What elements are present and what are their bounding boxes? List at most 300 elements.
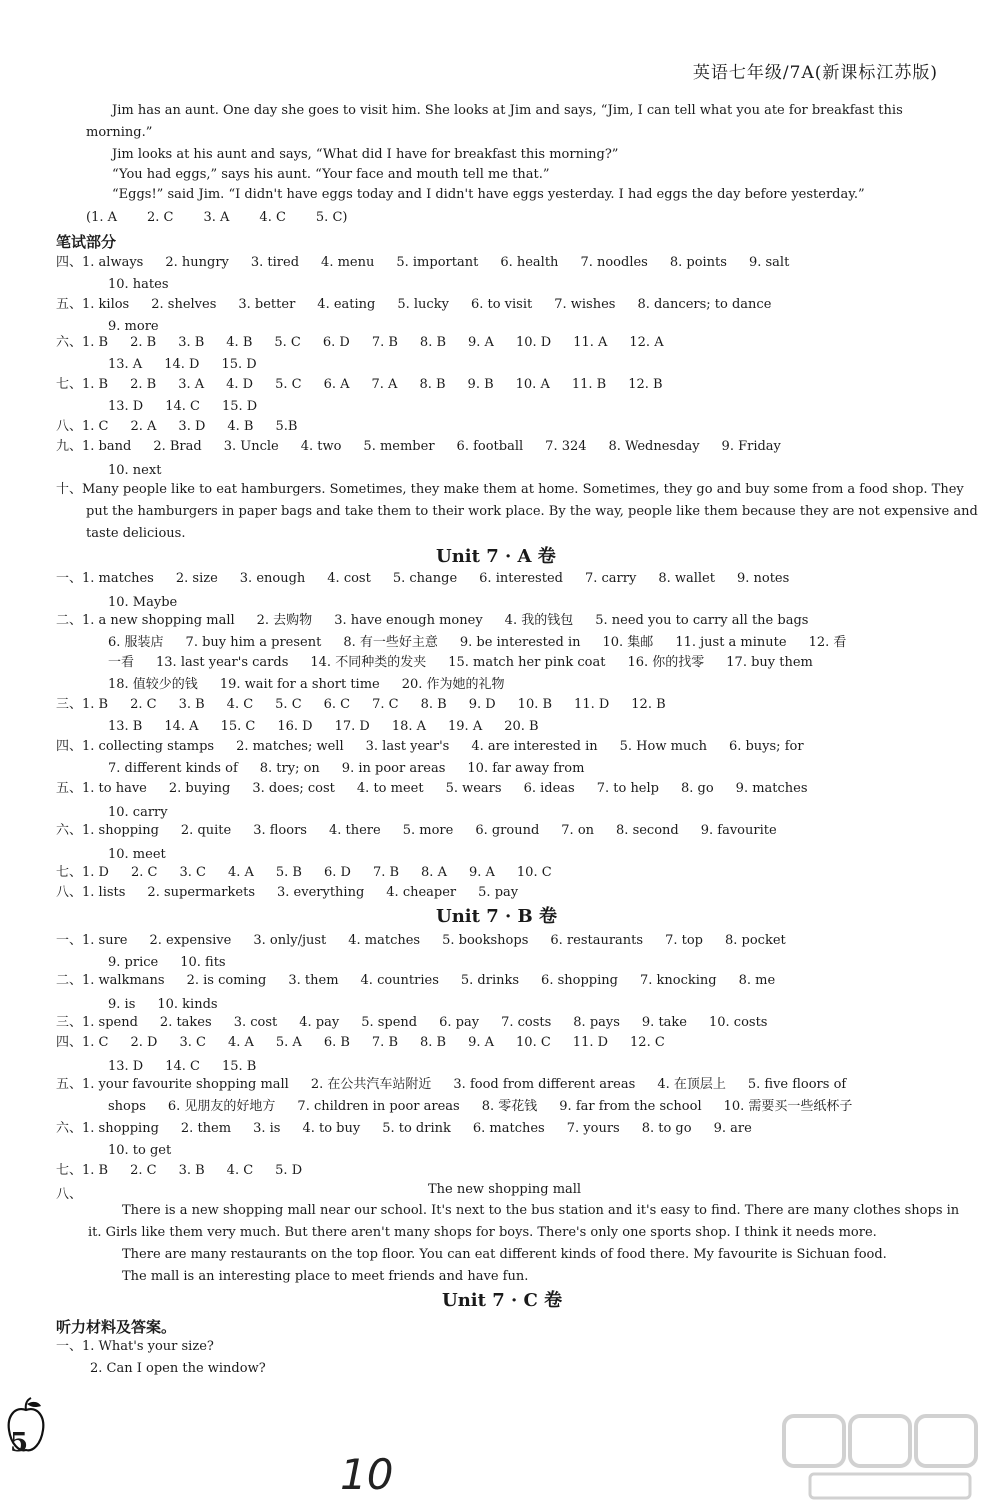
story-line: Jim looks at his aunt and says, “What did I have for breakfast this morning?” [112, 147, 619, 162]
answer-item: 20. 作为她的礼物 [401, 677, 505, 692]
answer-row [56, 864, 574, 881]
answer-item: 8. points [669, 255, 727, 270]
answer-item: 4. pay [299, 1015, 340, 1030]
answer-item: 10. to get [108, 1143, 172, 1158]
answer-item: 一看 [108, 655, 135, 670]
answer-item: 5. C [274, 335, 301, 350]
answer-item: 1. shopping [82, 1121, 159, 1136]
answer-item: 11. just a minute [675, 635, 787, 650]
answer-item: 1. collecting stamps [82, 739, 215, 754]
story-line: “You had eggs,” says his aunt. “Your face and mouth tell me that.” [112, 167, 550, 182]
page-number: 5 [10, 1428, 29, 1458]
answer-row [82, 804, 190, 821]
answer-row [56, 1076, 868, 1093]
answer-row [56, 1034, 687, 1051]
answer-item: 19. wait for a short time [219, 677, 380, 692]
answer-item: 9. in poor areas [341, 761, 446, 776]
unit-title: Unit 7 · B 卷 [436, 906, 558, 927]
answer-item: 8. B [420, 697, 447, 712]
answer-row [56, 738, 826, 755]
answer-item: 6. football [456, 439, 524, 454]
answer-item: 3. tired [250, 255, 300, 270]
answer-item: 8. A [421, 865, 447, 880]
story-line: “Eggs!” said Jim. “I didn't have eggs today and I didn't have eggs yesterday. I had eggs the day before yesterday.” [112, 187, 865, 202]
answer-item: 2. A [130, 419, 157, 434]
essay-line: The mall is an interesting place to meet friends and have fun. [122, 1269, 529, 1284]
answer-item: 7. costs [501, 1015, 552, 1030]
answer-item: 6. B [323, 1035, 350, 1050]
story-line: morning.” [86, 125, 153, 140]
answer-item: 7. different kinds of [108, 761, 238, 776]
answer-item: 5. B [275, 865, 302, 880]
answer-item: 2. expensive [149, 933, 232, 948]
answer-item: 3. does; cost [252, 781, 335, 796]
answer-item: 8. pocket [725, 933, 786, 948]
answer-item: 6. shopping [541, 973, 618, 988]
answer-item: 2. takes [159, 1015, 212, 1030]
section-number: 六、 [56, 823, 83, 838]
answer-item: 1. C [82, 1035, 109, 1050]
answer-item: 7. B [371, 335, 398, 350]
answer-item: 4. to buy [302, 1121, 361, 1136]
answer-item: 4. B [226, 335, 253, 350]
answer-item: 15. B [222, 1059, 257, 1074]
watermark-logo-icon [780, 1412, 980, 1502]
answer-item: (1. A [86, 210, 117, 225]
answer-item: 3. C [179, 1035, 206, 1050]
answer-item: 1. walkmans [82, 973, 165, 988]
section-number: 四、 [56, 739, 83, 754]
answer-item: 5. change [392, 571, 458, 586]
answer-item: 9. D [468, 697, 496, 712]
answer-item: 15. D [221, 357, 257, 372]
answer-item: 8. B [419, 335, 447, 350]
answer-item: 1. kilos [82, 297, 130, 312]
answer-item: 14. C [165, 399, 200, 414]
answer-item: 3. A [203, 210, 230, 225]
answer-item: 2. 在公共汽车站附近 [310, 1077, 432, 1092]
answer-item: 6. to visit [470, 297, 533, 312]
paragraph-line: put the hamburgers in paper bags and take them to their work place. By the way, people like them because they are not expensive and [86, 504, 978, 519]
answer-item: 3. B [178, 1163, 205, 1178]
answer-item: 13. D [108, 399, 144, 414]
answer-item: 8. wallet [658, 571, 715, 586]
answer-item: 17. buy them [726, 655, 813, 670]
answer-item: 5. bookshops [442, 933, 529, 948]
answer-item: 11. B [571, 377, 607, 392]
answer-item: 4. B [227, 419, 254, 434]
answer-item: 13. last year's cards [156, 655, 289, 670]
answer-item: 7. to help [596, 781, 659, 796]
answer-item: 2. Brad [153, 439, 202, 454]
answer-item: 8. 零花钱 [481, 1099, 538, 1114]
unit-title: Unit 7 · A 卷 [436, 546, 556, 567]
answer-item: 7. children in poor areas [297, 1099, 460, 1114]
answer-item: 9. B [467, 377, 494, 392]
answer-item: 1. B [82, 1163, 109, 1178]
answer-row [56, 438, 803, 455]
answer-item: 10. B [517, 697, 553, 712]
answer-item: 8. Wednesday [608, 439, 700, 454]
answer-item: 7. B [372, 865, 400, 880]
answer-item: 3. better [238, 297, 296, 312]
answer-item: 2. size [175, 571, 218, 586]
answer-item: 2. B [130, 335, 157, 350]
answer-item: 5. A [275, 1035, 302, 1050]
answer-row [82, 954, 248, 971]
answer-item: 8. me [738, 973, 776, 988]
section-number: 二、 [56, 973, 83, 988]
section-number: 五、 [56, 781, 83, 796]
answer-item: 5. pay [478, 885, 519, 900]
answer-row [82, 846, 188, 863]
answer-item: 7. B [371, 1035, 398, 1050]
answer-item: 2. is coming [186, 973, 267, 988]
answer-item: 16. D [277, 719, 313, 734]
section-number: 八、 [56, 885, 83, 900]
answer-item: 4. C [226, 1163, 254, 1178]
answer-item: 1. D [82, 865, 109, 880]
section-number: 七、 [56, 1163, 83, 1178]
answer-item: 7. 324 [545, 439, 587, 454]
answer-item: 1. sure [82, 933, 128, 948]
paragraph-line: 十、Many people like to eat hamburgers. Sometimes, they make them at home. Sometimes, they go and buy some from a food shop. They [56, 482, 964, 497]
section-title: 笔试部分 [56, 233, 117, 251]
story-answers [86, 209, 377, 226]
answer-item: 4. there [328, 823, 381, 838]
answer-item: 13. A [108, 357, 143, 372]
answer-item: 8. pays [573, 1015, 620, 1030]
section-number: 二、 [56, 613, 83, 628]
answer-item: 3. everything [277, 885, 365, 900]
answer-item: 5. drinks [460, 973, 520, 988]
answer-row [56, 884, 540, 901]
answer-row [56, 780, 830, 797]
answer-item: 16. 你的找零 [627, 655, 705, 670]
essay-title: The new shopping mall [428, 1182, 582, 1197]
answer-item: 8. try; on [259, 761, 320, 776]
answer-item: 9. far from the school [559, 1099, 702, 1114]
answer-item: 5. spend [361, 1015, 418, 1030]
section-number: 七、 [56, 377, 83, 392]
answer-item: 2. D [130, 1035, 158, 1050]
answer-row [82, 398, 279, 415]
section-number: 五、 [56, 1077, 83, 1092]
answer-item: 2. B [130, 377, 157, 392]
answer-item: 6. C [323, 697, 351, 712]
paragraph-line: taste delicious. [86, 526, 186, 541]
answer-item: 18. A [391, 719, 427, 734]
answer-row [82, 318, 181, 335]
answer-item: 9. more [108, 319, 159, 334]
answer-item: 2. them [180, 1121, 232, 1136]
answer-item: 3. have enough money [334, 613, 483, 628]
answer-item: 7. yours [566, 1121, 620, 1136]
answer-item: 6. pay [439, 1015, 480, 1030]
answer-row [56, 972, 797, 989]
answer-item: 3. D [178, 419, 206, 434]
answer-row [56, 822, 799, 839]
answer-item: 10. costs [709, 1015, 768, 1030]
answer-item: 1. to have [82, 781, 147, 796]
answer-item: 1. B [82, 377, 109, 392]
answer-item: 9. favourite [700, 823, 777, 838]
answer-item: 5. important [396, 255, 479, 270]
answer-item: 3. food from different areas [453, 1077, 636, 1092]
section-number: 八、 [56, 419, 83, 434]
answer-item: 15. D [222, 399, 258, 414]
answer-row [56, 418, 319, 435]
answer-item: 9. A [468, 865, 495, 880]
answer-item: 8. to go [641, 1121, 692, 1136]
answer-item: 8. dancers; to dance [637, 297, 772, 312]
answer-item: 6. restaurants [550, 933, 644, 948]
answer-item: 2. quite [180, 823, 232, 838]
answer-row [82, 276, 191, 293]
answer-item: 5. lucky [397, 297, 449, 312]
answer-item: 1. always [82, 255, 144, 270]
answer-item: 5. need you to carry all the bags [595, 613, 809, 628]
answer-item: 6. buys; for [728, 739, 804, 754]
answer-item: 6. ground [475, 823, 540, 838]
answer-item: 3. B [178, 335, 205, 350]
answer-item: 1. B [82, 335, 109, 350]
answer-item: 4. countries [360, 973, 439, 988]
section-number: 六、 [56, 1121, 83, 1136]
answer-item: 1. shopping [82, 823, 159, 838]
answer-item: 7. C [372, 697, 399, 712]
section-number: 七、 [56, 865, 83, 880]
answer-item: 9. take [641, 1015, 687, 1030]
answer-item: 14. A [164, 719, 199, 734]
essay-line: it. Girls like them very much. But there aren't many shops for boys. There's only one sports shop. I think it needs more. [88, 1225, 877, 1240]
answer-item: 9. be interested in [459, 635, 581, 650]
answer-item: 12. A [629, 335, 664, 350]
answer-item: 4. eating [317, 297, 376, 312]
answer-item: 9. notes [736, 571, 790, 586]
answer-item: 6. A [323, 377, 350, 392]
answer-item: 10. C [516, 1035, 551, 1050]
answer-item: 9. A [468, 335, 494, 350]
answer-item: 20. B [504, 719, 539, 734]
answer-row [56, 570, 811, 587]
answer-item: 8. 有一些好主意 [343, 635, 438, 650]
handwritten-number: 10 [340, 1450, 394, 1499]
answer-item: 3. last year's [365, 739, 450, 754]
essay-line: There are many restaurants on the top floor. You can eat different kinds of food there. My favourite is Sichuan food. [122, 1247, 887, 1262]
answer-item: 10. meet [108, 847, 166, 862]
answer-row [56, 376, 685, 393]
answer-item: 13. D [108, 1059, 144, 1074]
answer-item: 6. ideas [523, 781, 575, 796]
answer-item: 4. A [227, 865, 254, 880]
answer-item: 4. C [259, 210, 286, 225]
answer-row [56, 932, 808, 949]
unit-title: Unit 7 · C 卷 [442, 1290, 563, 1311]
answer-item: 9. salt [748, 255, 790, 270]
answer-item: 1. band [82, 439, 132, 454]
answer-item: 5. more [402, 823, 454, 838]
answer-item: 4. are interested in [471, 739, 598, 754]
answer-item: 5. member [363, 439, 435, 454]
answer-item: 14. D [164, 357, 200, 372]
answer-item: 7. noodles [580, 255, 648, 270]
answer-row [56, 254, 811, 271]
answer-item: 5.B [275, 419, 298, 434]
answer-item: 11. D [572, 1035, 609, 1050]
answer-row [82, 676, 527, 693]
answer-item: 9. price [108, 955, 159, 970]
answer-row [82, 356, 279, 373]
answer-item: 7. top [665, 933, 703, 948]
answer-row [56, 334, 686, 351]
answer-item: 2. supermarkets [147, 885, 255, 900]
answer-item: 2. C [147, 210, 174, 225]
answer-item: 19. A [448, 719, 483, 734]
answer-item: 8. go [680, 781, 714, 796]
answer-item: 5. five floors of [747, 1077, 847, 1092]
answer-item: 10. hates [108, 277, 169, 292]
answer-item: 10. 需要买一些纸杯子 [723, 1099, 853, 1114]
answer-item: 10. C [516, 865, 552, 880]
answer-item: 17. D [334, 719, 370, 734]
answer-row [56, 612, 830, 629]
answer-item: 11. D [574, 697, 610, 712]
answer-item: 2. C [130, 865, 158, 880]
answer-item: 1. your favourite shopping mall [82, 1077, 289, 1092]
answer-item: 12. 看 [808, 635, 847, 650]
answer-item: 2. matches; well [236, 739, 344, 754]
answer-item: 2. C [130, 697, 157, 712]
answer-item: 4. D [226, 377, 254, 392]
answer-item: 6. D [323, 865, 351, 880]
answer-item: 7. on [561, 823, 595, 838]
answer-item: 9. Friday [721, 439, 781, 454]
listening-line: 2. Can I open the window? [90, 1361, 266, 1376]
answer-item: 3. A [178, 377, 205, 392]
essay-line: There is a new shopping mall near our school. It's next to the bus station and it's easy to find. There are many clothes shops in [122, 1203, 960, 1218]
answer-item: 4. cost [327, 571, 371, 586]
answer-item: 10. Maybe [108, 595, 178, 610]
answer-item: 7. buy him a present [185, 635, 322, 650]
answer-item: 3. B [178, 697, 205, 712]
answer-item: 1. lists [82, 885, 126, 900]
answer-item: 6. 见朋友的好地方 [167, 1099, 276, 1114]
answer-row [56, 1162, 324, 1179]
answer-item: 5. D [275, 1163, 303, 1178]
answer-item: 7. knocking [639, 973, 717, 988]
answer-item: 5. C [275, 697, 302, 712]
answer-item: 1. matches [82, 571, 154, 586]
answer-item: 6. health [500, 255, 559, 270]
answer-item: 2. 去购物 [256, 613, 313, 628]
section-number: 三、 [56, 1015, 83, 1030]
answer-item: 2. buying [168, 781, 231, 796]
listening-line: 一、1. What's your size? [56, 1339, 214, 1354]
answer-row [82, 654, 835, 671]
answer-item: 5. to drink [382, 1121, 451, 1136]
answer-item: 9. matches [735, 781, 808, 796]
section-number: 三、 [56, 697, 83, 712]
answer-item: 3. cost [233, 1015, 278, 1030]
answer-item: 3. them [288, 973, 339, 988]
answer-item: 4. 在顶层上 [657, 1077, 726, 1092]
answer-row [56, 296, 793, 313]
answer-row [82, 996, 240, 1013]
answer-item: 5. How much [619, 739, 707, 754]
answer-item: 8. B [419, 377, 446, 392]
answer-item: 3. is [253, 1121, 281, 1136]
answer-item: 12. B [631, 697, 666, 712]
answer-item: 3. enough [239, 571, 306, 586]
answer-item: 3. floors [253, 823, 307, 838]
answer-item: 7. A [371, 377, 398, 392]
section-number: 五、 [56, 297, 83, 312]
answer-row [82, 462, 183, 479]
story-line: Jim has an aunt. One day she goes to visit him. She looks at Jim and says, “Jim, I can tell what you ate for breakfast this [112, 103, 903, 118]
answer-row [82, 1098, 874, 1115]
answer-item: 10. far away from [467, 761, 585, 776]
answer-row [82, 634, 868, 651]
section-number: 八、 [56, 1187, 83, 1202]
answer-item: 15. match her pink coat [448, 655, 606, 670]
section-number: 九、 [56, 439, 83, 454]
section-number: 四、 [56, 255, 83, 270]
answer-row [56, 696, 688, 713]
section-number: 四、 [56, 1035, 83, 1050]
answer-item: 14. C [165, 1059, 200, 1074]
answer-item: 10. kinds [157, 997, 218, 1012]
answer-item: 6. D [322, 335, 350, 350]
page-header: 英语七年级/7A(新课标江苏版) [692, 63, 938, 83]
answer-item: 2. shelves [151, 297, 217, 312]
answer-item: 10. D [515, 335, 552, 350]
answer-item: 6. matches [472, 1121, 545, 1136]
answer-item: 12. B [628, 377, 663, 392]
answer-item: 9. is [108, 997, 136, 1012]
answer-item: 7. wishes [554, 297, 616, 312]
answer-item: 6. interested [479, 571, 563, 586]
answer-item: 5. wears [445, 781, 502, 796]
answer-item: 3. only/just [253, 933, 327, 948]
answer-item: 7. carry [584, 571, 637, 586]
answer-item: 1. C [82, 419, 109, 434]
answer-item: 4. C [226, 697, 254, 712]
answer-item: 5. C [275, 377, 302, 392]
answer-item: shops [108, 1099, 146, 1114]
answer-row [56, 1014, 789, 1031]
answer-item: 10. A [515, 377, 550, 392]
section-number: 六、 [56, 335, 83, 350]
answer-row [82, 594, 199, 611]
answer-item: 4. to meet [356, 781, 424, 796]
answer-row [82, 1058, 278, 1075]
answer-item: 13. B [108, 719, 143, 734]
answer-item: 3. Uncle [223, 439, 279, 454]
answer-item: 4. A [227, 1035, 254, 1050]
answer-item: 8. second [616, 823, 679, 838]
answer-item: 5. C) [315, 210, 348, 225]
answer-item: 18. 值较少的钱 [108, 677, 198, 692]
answer-item: 1. B [82, 697, 109, 712]
answer-item: 4. 我的钱包 [504, 613, 574, 628]
answer-item: 4. matches [348, 933, 421, 948]
answer-item: 1. spend [82, 1015, 138, 1030]
answer-row [82, 1142, 193, 1159]
answer-item: 11. A [573, 335, 608, 350]
answer-item: 9. A [468, 1035, 495, 1050]
answer-item: 10. fits [180, 955, 226, 970]
